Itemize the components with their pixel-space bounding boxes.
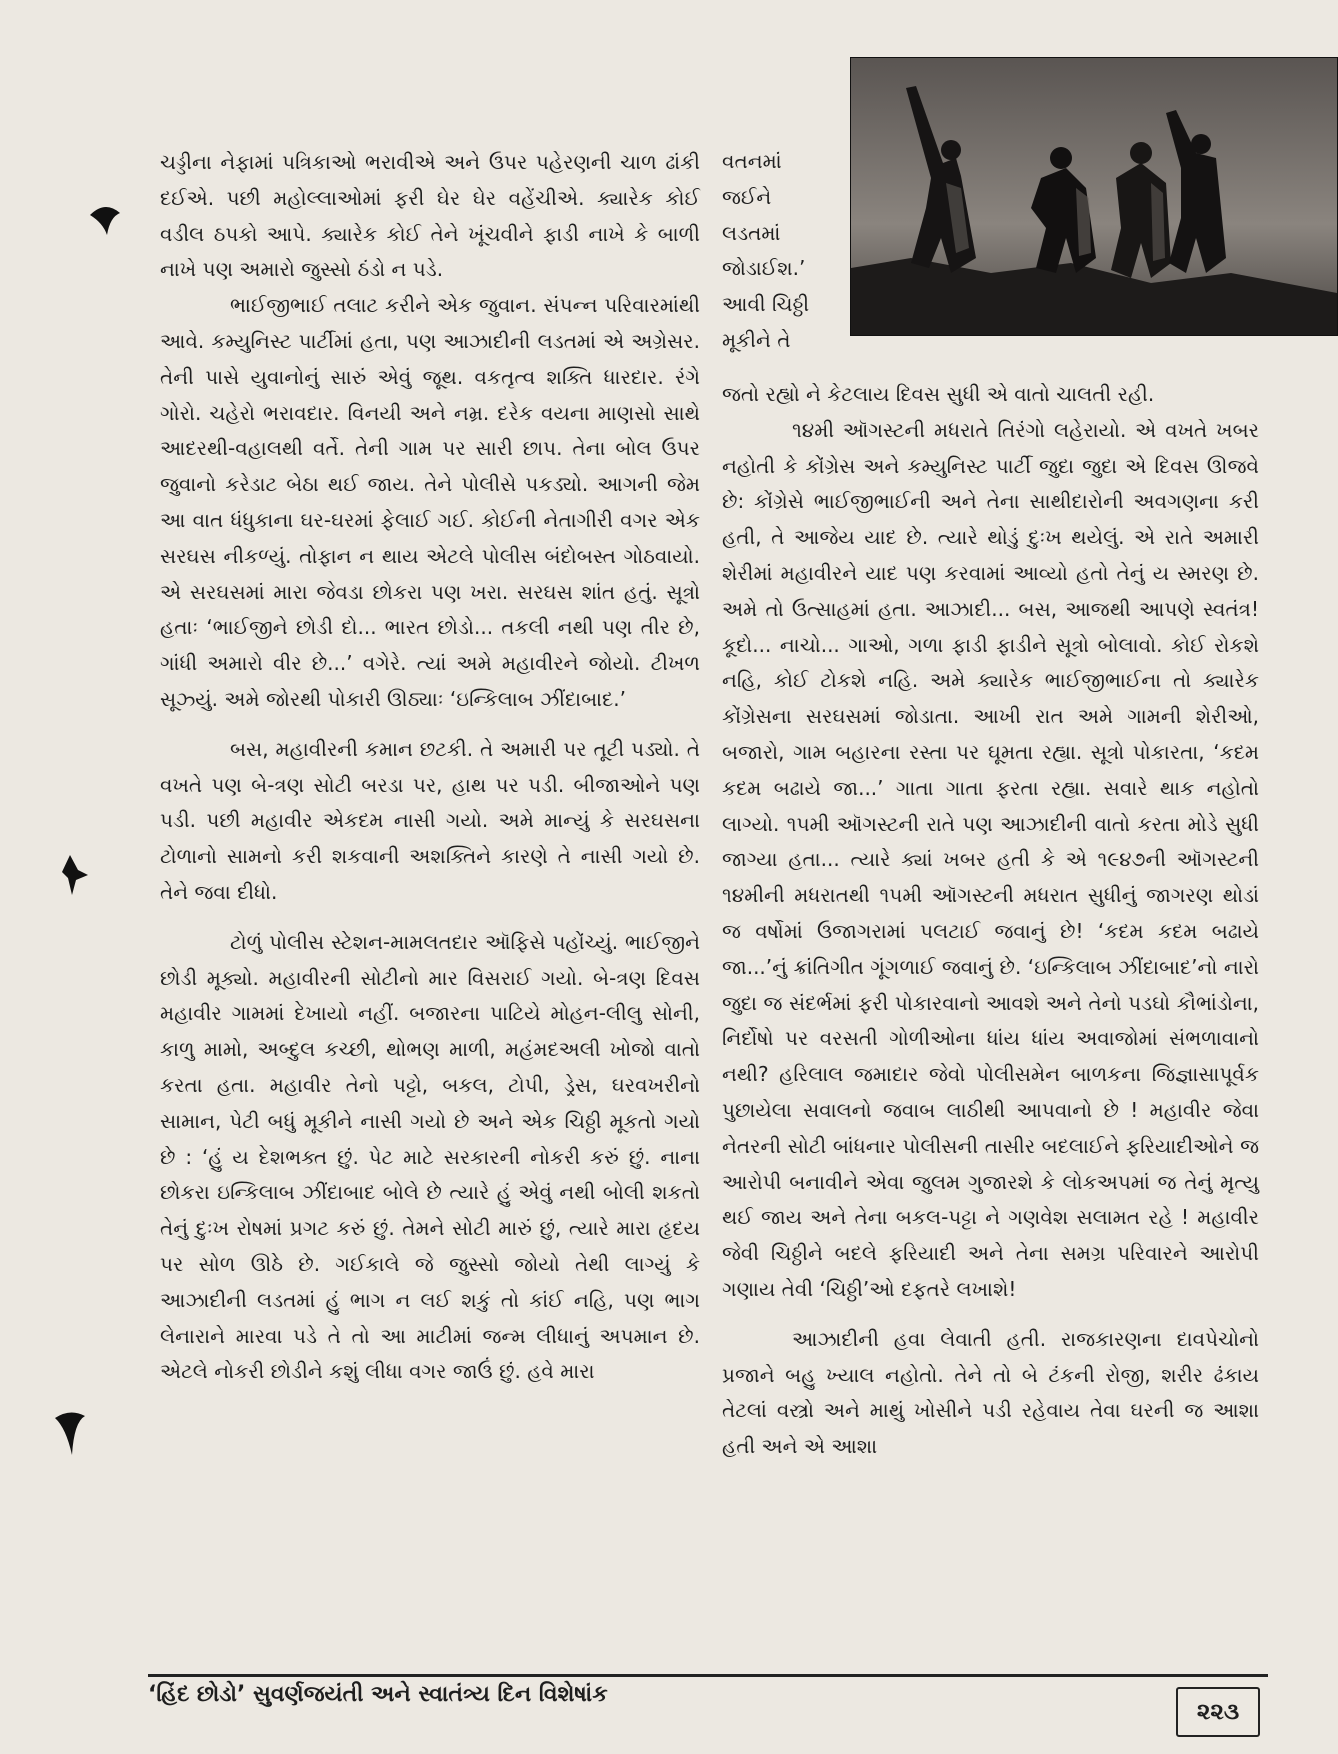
text-line: આવી ચિઠ્ઠી xyxy=(722,292,810,317)
paragraph: આઝાદીની હવા લેવાતી હતી. રાજકારણના દાવપેચોનો પ્રજાને બહુ ખ્યાલ નહોતો. તેને તો બે ટંકની રોજી, શરીર ઢંકાય તેટલાં વસ્ત્રો અને માથું ખોસીને પડી રહેવાય તેવા ઘરની જ આશા હતી અને એ આશા xyxy=(722,1326,1259,1459)
statue-photo xyxy=(850,57,1338,336)
photo-side-text xyxy=(722,144,842,359)
text-line: વતનમાં xyxy=(722,149,782,173)
ink-blot-decoration xyxy=(85,195,125,245)
right-column xyxy=(722,377,1259,1465)
paragraph: ટોળું પોલીસ સ્ટેશન-મામલતદાર ઑફિસે પહોંચ્યું. ભાઈજીને છોડી મૂક્યો. મહાવીરની સોટીનો માર વિસરાઈ ગયો. બે-ત્રણ દિવસ મહાવીર ગામમાં દેખાયો નહીં. બજારના પાટિયે મોહન-લીલુ સોની, કાળુ મામો, અબ્દુલ કચ્છી, થોભણ માળી, મહંમદઅલી ખોજો વાતો કરતા હતા. મહાવીર તેનો પટ્ટો, બકલ, ટોપી, ડ્રેસ, ઘરવખરીનો સામાન, પેટી બધું મૂકીને નાસી ગયો છે અને એક ચિઠ્ઠી મૂકતો ગયો છે : ‘હું ય દેશભક્ત છું. પેટ માટે સરકારની નોકરી કરું છું. નાના છોકરા ઇન્કિલાબ ઝીંદાબાદ બોલે છે ત્યારે હું એવું નથી બોલી શકતો તેનું દુઃખ રોષમાં પ્રગટ કરું છું. તેમને સોટી મારું છું, ત્યારે મારા હૃદય પર સોળ ઊઠે છે. ગઈકાલે જે જુસ્સો જોયો તેથી લાગ્યું કે આઝાદીની લડતમાં હું ભાગ ન લઈ શકું તો કાંઈ નહિ, પણ ભાગ લેનારાને મારવા પડે તે તો આ માટીમાં જન્મ લીધાનું અપમાન છે. એટલે નોકરી છોડીને કશું લીધા વગર જાઉં છું. હવે મારા xyxy=(160,929,700,1384)
paragraph: ભાઈજીભાઈ તલાટ કરીને એક જુવાન. સંપન્ન પરિવારમાંથી આવે. કમ્યુનિસ્ટ પાર્ટીમાં હતા, પણ આઝાદીની લડતમાં એ અગ્રેસર. તેની પાસે યુવાનોનું સારું એવું જૂથ. વકતૃત્વ શક્તિ ધારદાર. રંગે ગોરો. ચહેરો ભરાવદાર. વિનયી અને નમ્ર. દરેક વયના માણસો સાથે આદરથી-વહાલથી વર્તે. તેની ગામ પર સારી છાપ. તેના બોલ ઉપર જુવાનો કરેડાટ બેઠા થઈ જાય. તેને પોલીસે પકડ્યો. આગની જેમ આ વાત ધંધુકાના ઘર-ઘરમાં ફેલાઈ ગઈ. કોઈની નેતાગીરી વગર એક સરઘસ નીકળ્યું. તોફાન ન થાય એટલે પોલીસ બંદોબસ્ત ગોઠવાયો. એ સરઘસમાં મારા જેવડા છોકરા પણ ખરા. સરઘસ શાંત હતું. સૂત્રો હતાઃ ‘ભાઈજીને છોડી દો... ભારત છોડો... તકલી નથી પણ તીર છે, ગાંધી અમારો વીર છે...’ વગેરે. ત્યાં અમે મહાવીરને જોયો. ટીખળ સૂઝ્યું. અમે જોરથી પોકારી ઊઠ્યાઃ ‘ઇન્કિલાબ ઝીંદાબાદ.’ xyxy=(160,293,700,711)
text-line: જઈને xyxy=(722,184,772,209)
page-number: ૨૨૩ xyxy=(1176,1687,1260,1737)
footer-title: ‘હિંદ છોડો’ સુવર્ણજયંતી અને સ્વાતંત્ર્ય દિન વિશેષાંક xyxy=(148,1682,608,1707)
text-line: મૂકીને તે xyxy=(722,327,791,352)
paragraph: ચડ્ડીના નેફામાં પત્રિકાઓ ભરાવીએ અને ઉપર પહેરણની ચાળ ઢાંકી દઈએ. પછી મહોલ્લાઓમાં ફરી ઘેર ઘેર વહેંચીએ. ક્યારેક કોઈ વડીલ ઠપકો આપે. ક્યારેક કોઈ તેને ખૂંચવીને ફાડી નાખે કે બાળી નાખે પણ અમારો જુસ્સો ઠંડો ન પડે. xyxy=(160,150,700,282)
ink-blot-decoration xyxy=(60,850,90,900)
text-line: જોડાઈશ.’ xyxy=(722,256,806,281)
ink-blot-decoration xyxy=(50,1400,90,1460)
paragraph: જતો રહ્યો ને કેટલાય દિવસ સુધી એ વાતો ચાલતી રહી. xyxy=(722,382,1155,406)
paragraph: બસ, મહાવીરની કમાન છટકી. તે અમારી પર તૂટી પડ્યો. તે વખતે પણ બે-ત્રણ સોટી બરડા પર, હાથ પર પડી. બીજાઓને પણ પડી. પછી મહાવીર એકદમ નાસી ગયો. અમે માન્યું કે સરઘસના ટોળાનો સામનો કરી શકવાની અશક્તિને કારણે તે નાસી ગયો છે. તેને જવા દીધો. xyxy=(160,736,700,904)
paragraph: ૧૪મી ઑગસ્ટની મધરાતે તિરંગો લહેરાયો. એ વખતે ખબર નહોતી કે કોંગ્રેસ અને કમ્યુનિસ્ટ પાર્ટી જુદા જુદા એ દિવસ ઊજવે છે: કોંગ્રેસે ભાઈજીભાઈની અને તેના સાથીદારોની અવગણના કરી હતી, તે આજેય યાદ છે. ત્યારે થોડું દુઃખ થયેલું. એ રાતે અમારી શેરીમાં મહાવીરને યાદ પણ કરવામાં આવ્યો હતો તેનું ય સ્મરણ છે. અમે તો ઉત્સાહમાં હતા. આઝાદી... બસ, આજથી આપણે સ્વતંત્ર! કૂદો... નાચો... ગાઓ, ગળા ફાડી ફાડીને સૂત્રો બોલાવો. કોઈ રોકશે નહિ, કોઈ ટોકશે નહિ. અમે ક્યારેક ભાઈજીભાઈના તો ક્યારેક કોંગ્રેસના સરઘસમાં જોડાતા. આખી રાત અમે ગામની શેરીઓ, બજારો, ગામ બહારના રસ્તા પર ઘૂમતા રહ્યા. સૂત્રો પોકારતા, ‘કદમ કદમ બઢાયે જા...’ ગાતા ગાતા ફરતા રહ્યા. સવારે થાક નહોતો લાગ્યો. ૧૫મી ઑગસ્ટની રાતે પણ આઝાદીની વાતો કરતા મોડે સુધી જાગ્યા હતા... ત્યારે ક્યાં ખબર હતી કે એ ૧૯૪૭ની ઑગસ્ટની ૧૪મીની મધરાતથી ૧૫મી ઑગસ્ટની મધરાત સુધીનું જાગરણ થોડાં જ વર્ષોમાં ઉજાગરામાં પલટાઈ જવાનું છે! ‘કદમ કદમ બઢાયે જા...’નું ક્રાંતિગીત ગૂંગળાઈ જવાનું છે. ‘ઇન્કિલાબ ઝીંદાબાદ’નો નારો જુદા જ સંદર્ભમાં ફરી પોકારવાનો આવશે અને તેનો પડઘો કૌભાંડોના, નિર્દોષો પર વરસતી ગોળીઓના ધાંય ધાંય અવાજોમાં સંભળાવાનો નથી? હરિલાલ જમાદાર જેવો પોલીસમેન બાળકના જિજ્ઞાસાપૂર્વક પુછાયેલા સવાલનો જવાબ લાઠીથી આપવાનો છે ! મહાવીર જેવા નેતરની સોટી બાંધનાર પોલીસની તાસીર બદલાઈને ફરિયાદીઓને જ આરોપી બનાવીને એવા જુલમ ગુજારશે કે લોકઅપમાં જ તેનું મૃત્યુ થઈ જાય અને તેના બકલ-પટ્ટા ને ગણવેશ સલામત રહે ! મહાવીર જેવી ચિઠ્ઠીને બદલે ફરિયાદી અને તેના સમગ્ર પરિવારને આરોપી ગણાય તેવી ‘ચિઠ્ઠી’ઓ દફતરે લખાશે! xyxy=(722,417,1259,1301)
text-line: લડતમાં xyxy=(722,220,781,245)
left-column xyxy=(160,145,700,1390)
footer-divider xyxy=(148,1674,1268,1677)
statue-photo-graphic xyxy=(851,58,1337,335)
